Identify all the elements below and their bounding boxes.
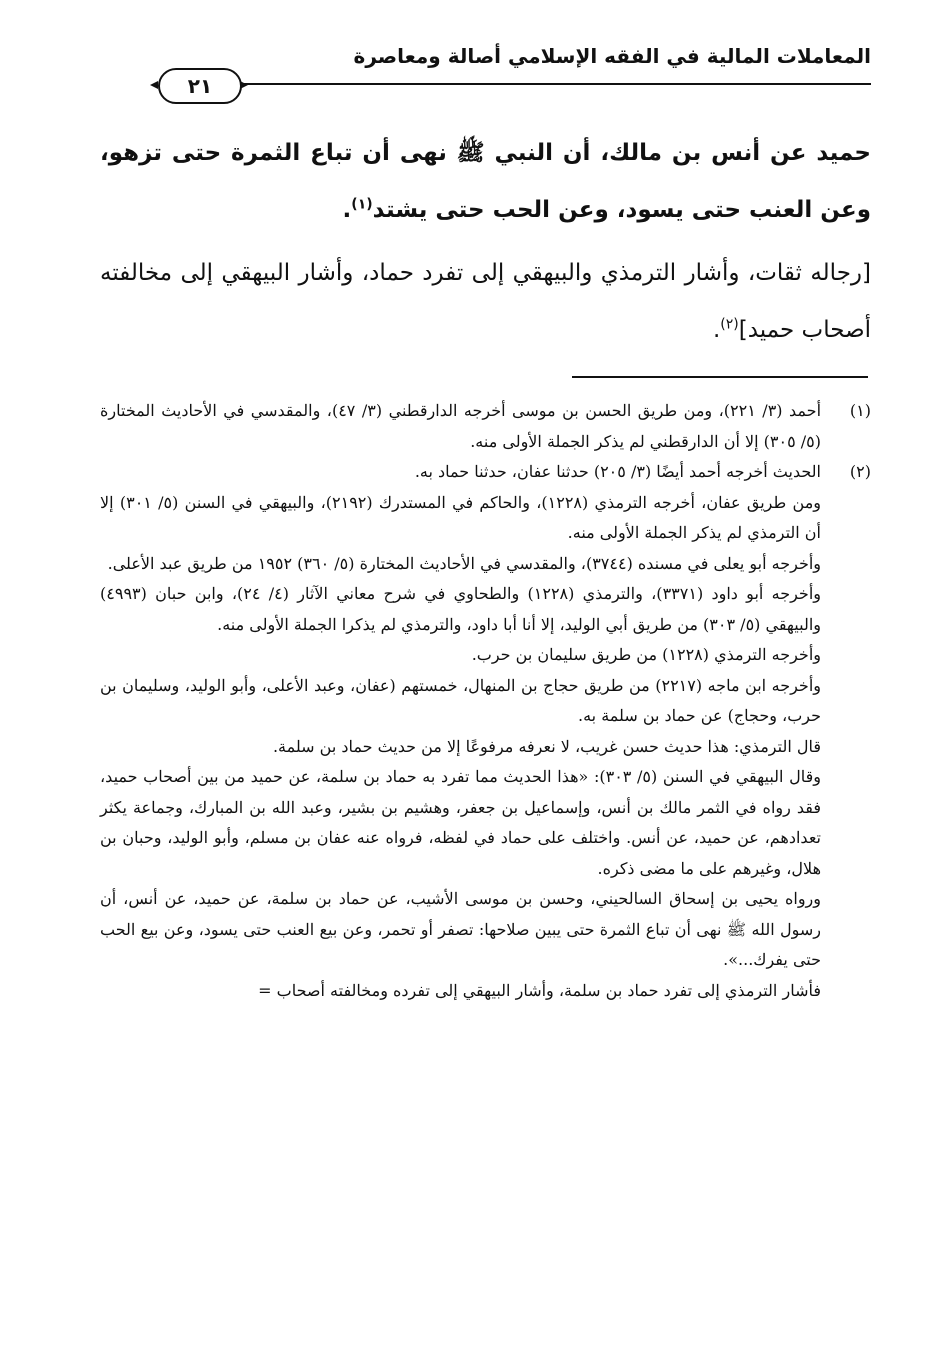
footnote-ref-1: (١) [351,196,373,213]
footnote-paragraph: فأشار الترمذي إلى تفرد حماد بن سلمة، وأشار البيهقي إلى تفرده ومخالفته أصحاب = [258,980,821,1000]
footnote [100,457,871,1006]
footnote-paragraph: الحديث أخرجه أحمد أيضًا (٣/ ٢٠٥) حدثنا عفان، حدثنا حماد به. [414,462,821,481]
footnote-separator [572,376,868,378]
footnote-paragraph: ورواه يحيى بن إسحاق السالحيني، وحسن بن موسى الأشيب، عن حماد بن سلمة، عن حميد، عن أنس، أن رسول الله ﷺ نهى أن تباع الثمرة حتى يبين صلاحها: تصفر أو تحمر، وعن بيع العنب حتى يسود، وعن بيع الحب حتى يفرك...». [100,889,822,969]
footnote-number: (٢) [849,462,871,481]
badge-arrow-left-icon [150,81,158,89]
footnote-paragraph: أحمد (٣/ ٢٢١)، ومن طريق الحسن بن موسى أخرجه الدارقطني (٣/ ٤٧)، والمقدسي في الأحاديث المختارة (٥/ ٣٠٥) إلا أن الدارقطني لم يذكر الجملة الأولى منه. [100,401,822,451]
ruling-text: [رجاله ثقات، وأشار الترمذي والبيهقي إلى تفرد حماد، وأشار البيهقي إلى مخالفته أصحاب حميد] [100,260,871,343]
footnote-ref-2: (٢) [720,316,739,333]
footnote-paragraph: وأخرجه الترمذي (١٢٢٨) من طريق سليمان بن حرب. [471,645,821,664]
footnote-paragraph: وقال البيهقي في السنن (٥/ ٣٠٣): «هذا الحديث مما تفرد به حماد بن سلمة، عن حميد من بين أصحاب حميد، فقد رواه في الثمر مالك بن أنس، وإسماعيل بن جعفر، وهشيم بن بشير، وعبد الله بن المبارك، وجماعة يكثر تعدادهم، عن حميد، عن أنس. واختلف على حماد في لفظه، فرواه عنه عفان بن مسلم، وأبو الوليد، وحبان بن هلال، وغيرهم على ما مضى ذكره. [100,767,822,878]
ruling-paragraph [100,245,871,359]
footnote-paragraph: ومن طريق عفان، أخرجه الترمذي (١٢٢٨)، والحاكم في المستدرك (٢١٩٢)، والبيهقي في السنن (٥/ ٣٠١) إلا أن الترمذي لم يذكر الجملة الأولى منه. [100,492,821,542]
footnote-paragraph: وأخرجه أبو داود (٣٣٧١)، والترمذي (١٢٢٨) والطحاوي في شرح معاني الآثار (٤/ ٢٤)، وابن حبان (٤٩٩٣) والبيهقي (٥/ ٣٠٣) من طريق أبي الوليد، إلا أنا أبا داود، والترمذي لم يذكرا الجملة الأولى منه. [100,584,821,634]
book-title: المعاملات المالية في الفقه الإسلامي أصالة ومعاصرة [353,44,871,68]
page-number: ٢١ [158,68,242,104]
hadith-end: . [342,197,352,223]
footnote-paragraph: وأخرجه أبو يعلى في مسنده (٣٧٤٤)، والمقدسي في الأحاديث المختارة (٥/ ٣٦٠) ١٩٥٢ من طريق عبد الأعلى. [107,553,821,573]
header-rule [240,83,871,85]
ruling-end: . [712,317,721,343]
running-header [100,42,871,104]
badge-arrow-right-icon [240,81,248,89]
footnote-number: (١) [849,401,871,420]
hadith-text: حميد عن أنس بن مالك، أن النبي ﷺ نهى أن تباع الثمرة حتى تزهو، وعن العنب حتى يسود، وعن الحب حتى يشتد [100,140,871,223]
main-text [100,125,871,359]
footnote-paragraph: قال الترمذي: هذا حديث حسن غريب، لا نعرفه مرفوعًا إلا من حديث حماد بن سلمة. [272,736,821,756]
footnote-paragraph: وأخرجه ابن ماجه (٢٢١٧) من طريق حجاج بن المنهال، خمستهم (عفان، وعبد الأعلى، وأبو الوليد، وسليمان بن حرب، وحجاج) عن حماد بن سلمة به. [100,675,821,725]
footnotes [100,396,871,1006]
footnote [100,396,871,457]
hadith-paragraph [100,125,871,239]
